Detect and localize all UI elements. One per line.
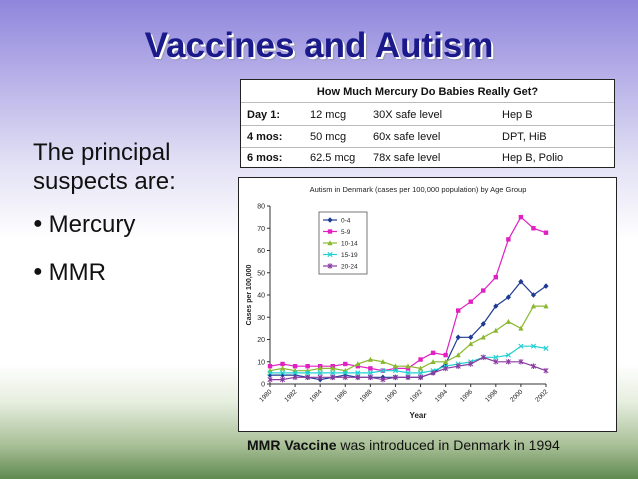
table-cell: Day 1: — [247, 109, 281, 121]
y-tick-label: 50 — [257, 270, 265, 278]
x-tick-label: 1986 — [333, 388, 349, 404]
table-cell: 12 mcg — [310, 109, 347, 121]
caption-rest: was introduced in Denmark in 1994 — [336, 437, 560, 453]
legend-label: 20-24 — [341, 263, 358, 271]
data-point — [368, 366, 372, 370]
data-point — [280, 362, 284, 366]
data-point — [293, 364, 297, 368]
x-tick-label: 2002 — [534, 388, 550, 404]
y-tick-label: 20 — [257, 337, 265, 344]
x-tick-label: 1988 — [358, 388, 374, 404]
bullet-dot-icon: ● — [33, 215, 43, 232]
y-tick-label: 10 — [257, 359, 265, 367]
legend-label: 5-9 — [341, 229, 351, 236]
caption-bold: MMR Vaccine — [247, 437, 337, 453]
data-point — [305, 364, 309, 368]
legend-label: 10-14 — [341, 240, 358, 248]
x-tick-label: 1984 — [308, 388, 324, 404]
chart-title: Autism in Denmark (cases per 100,000 population) by Age Group — [309, 185, 527, 194]
table-cell: 78x safe level — [373, 152, 441, 164]
bullet-label: Mercury — [48, 211, 136, 238]
x-tick-label: 2000 — [509, 388, 525, 404]
table-divider — [241, 102, 614, 103]
x-tick-label: 1982 — [283, 388, 299, 404]
data-point — [469, 299, 473, 303]
table-cell: 30X safe level — [373, 109, 443, 121]
mercury-table — [240, 79, 615, 168]
bullet-mercury — [33, 211, 135, 239]
table-cell: 50 mcg — [310, 131, 347, 143]
table-cell: 60x safe level — [373, 131, 441, 143]
table-divider — [241, 125, 614, 126]
y-tick-label: 80 — [257, 203, 265, 211]
table-cell: DPT, HiB — [502, 131, 547, 143]
table-header: How Much Mercury Do Babies Really Get? — [316, 86, 539, 98]
series-line-5-9 — [270, 217, 546, 371]
table-cell: 4 mos: — [247, 131, 283, 143]
x-tick-label: 1994 — [433, 388, 450, 404]
x-tick-label: 1980 — [258, 388, 274, 404]
data-point — [443, 353, 447, 357]
data-point — [544, 231, 548, 235]
data-point — [431, 351, 435, 355]
legend-label: 0-4 — [341, 217, 351, 225]
data-point — [506, 319, 511, 324]
y-tick-label: 0 — [261, 381, 265, 389]
y-tick-label: 40 — [257, 292, 265, 300]
x-tick-label: 1998 — [484, 388, 500, 404]
intro-text: The principal suspects are: — [33, 139, 176, 195]
y-tick-label: 70 — [257, 225, 265, 233]
x-axis-label: Year — [409, 411, 427, 420]
table-cell: 62.5 mcg — [310, 152, 356, 164]
data-point — [468, 341, 473, 346]
y-tick-label: 60 — [257, 248, 265, 255]
bullet-label: MMR — [48, 259, 106, 286]
autism-chart-svg — [239, 178, 616, 431]
bullet-dot-icon: ● — [33, 263, 43, 280]
table-cell: Hep B — [502, 109, 533, 121]
legend-label: 15-19 — [341, 252, 358, 259]
chart-caption — [247, 437, 560, 453]
table-cell: 6 mos: — [247, 152, 283, 164]
data-point — [343, 362, 347, 366]
data-point — [481, 288, 485, 292]
data-point — [418, 357, 422, 361]
data-point — [456, 334, 461, 340]
data-point — [494, 275, 498, 279]
table-divider — [241, 147, 614, 148]
bullet-mmr — [33, 259, 106, 287]
x-tick-label: 1992 — [408, 388, 424, 404]
y-axis-label: Cases per 100,000 — [246, 264, 253, 326]
data-point — [506, 237, 510, 241]
data-point — [493, 328, 498, 333]
data-point — [268, 364, 272, 368]
data-point — [328, 229, 332, 233]
y-tick-label: 30 — [257, 314, 265, 322]
slide-title: Vaccines and Autism — [144, 26, 494, 65]
x-tick-label: 1990 — [383, 388, 399, 404]
data-point — [531, 226, 535, 230]
autism-chart — [238, 177, 617, 432]
data-point — [519, 215, 523, 219]
x-tick-label: 1996 — [458, 388, 475, 404]
series-line-10-14 — [270, 306, 546, 371]
table-cell: Hep B, Polio — [502, 152, 564, 164]
data-point — [456, 308, 460, 312]
